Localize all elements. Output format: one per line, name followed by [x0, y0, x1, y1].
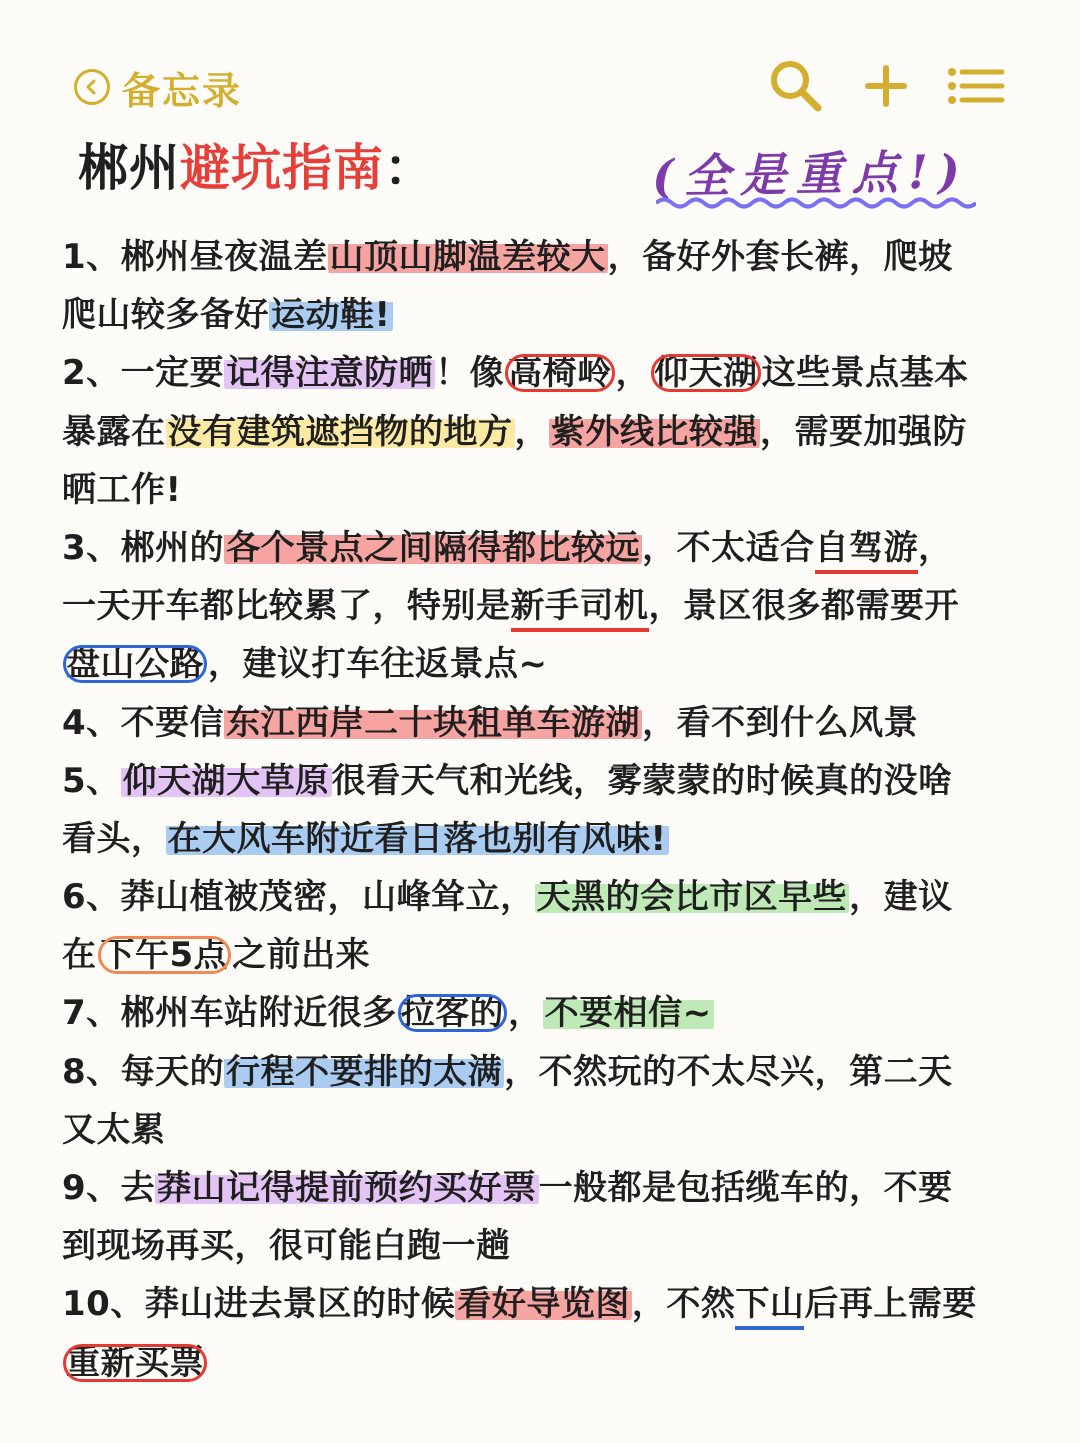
list-item-continued [62, 926, 1022, 984]
note-title [78, 128, 435, 200]
navigation-bar [0, 0, 1080, 120]
list-item [62, 984, 1022, 1042]
highlight: 紫外线比较强 [551, 411, 758, 452]
text: 后再上需要 [804, 1284, 977, 1325]
highlight: 记得注意防晒 [226, 353, 434, 394]
list-item [62, 519, 1022, 577]
text: 一天开车都比较累了，特别是 [62, 586, 511, 627]
text: 一般都是包括缆车的，不要 [538, 1168, 953, 1208]
wavy-underline [656, 196, 976, 210]
highlight: 东江西岸二十块租单车游湖 [226, 702, 641, 743]
list-item [62, 228, 1022, 286]
text: 暴露在 [62, 411, 166, 452]
list-item-continued [62, 810, 1022, 868]
highlight: 看好导览图 [457, 1284, 630, 1325]
circled-text: 下午5点 [97, 935, 233, 975]
highlight: 在大风车附近看日落也别有风味! [167, 818, 667, 859]
title-prefix: 郴州 [78, 139, 180, 197]
text: ，不太适合 [642, 527, 815, 568]
text: 8、每天的 [62, 1051, 225, 1092]
list-item [62, 868, 1022, 926]
text: 在 [62, 935, 97, 976]
text: ！像 [435, 353, 505, 394]
title-suffix: ： [384, 139, 435, 197]
back-button[interactable] [74, 62, 242, 112]
highlight: 不要相信~ [544, 993, 712, 1034]
circled-text: 盘山公路 [62, 644, 208, 684]
text: ，建议 [849, 877, 953, 918]
text: ，建议打车往返景点~ [208, 644, 548, 685]
list-item-continued [62, 577, 1022, 635]
text: ，不然 [631, 1284, 736, 1325]
text: ，看不到什么风景 [642, 702, 919, 743]
text: 很看天气和光线，雾蒙蒙的时候真的没啥 [331, 760, 953, 801]
circled-text: 重新买票 [62, 1343, 208, 1383]
circled-text: 仰天湖 [650, 353, 762, 393]
text: 6、莽山植被茂密，山峰耸立， [62, 877, 535, 918]
list-item [62, 752, 1022, 810]
list-item-continued [62, 1334, 1022, 1392]
list-item [62, 344, 1022, 402]
back-label: 备忘录 [122, 68, 243, 113]
chevron-left-icon [74, 69, 110, 105]
highlight: 行程不要排的太满 [226, 1051, 503, 1092]
list-item [62, 694, 1022, 752]
plus-icon[interactable] [862, 58, 910, 118]
text: 9、去 [62, 1168, 156, 1208]
list-icon[interactable] [946, 58, 1006, 118]
circled-text: 高椅岭 [504, 353, 616, 393]
text: 这些景点基本 [761, 353, 969, 394]
list-item-continued [62, 1217, 1022, 1275]
list-item-continued [62, 286, 1022, 344]
list-item-continued [62, 403, 1022, 461]
highlight: 天黑的会比市区早些 [536, 877, 848, 918]
text: 10、莽山进去景区的时候 [62, 1284, 456, 1325]
list-item [62, 1159, 1022, 1217]
highlight: 山顶山脚温差较大 [329, 237, 606, 277]
highlight: 仰天湖大草原 [122, 760, 330, 801]
text: 2、一定要 [62, 353, 225, 394]
list-item [62, 1275, 1022, 1333]
text: ， [508, 993, 543, 1034]
text: 4、不要信 [62, 702, 225, 743]
underlined-text: 新手司机 [511, 586, 649, 632]
circled-text: 拉客的 [397, 993, 509, 1033]
text: 1、郴州昼夜温差 [62, 237, 328, 277]
highlight: 运动鞋! [271, 295, 391, 336]
title-highlight: 避坑指南 [180, 139, 384, 197]
text: 5、 [62, 760, 121, 801]
list-item-continued [62, 1101, 1022, 1159]
underlined-text: 自驾游 [815, 528, 919, 574]
text: 又太累 [62, 1109, 166, 1150]
text: ， [514, 411, 549, 452]
text: ，景区很多都需要开 [648, 586, 959, 627]
list-item-continued [62, 635, 1022, 693]
list-item-continued [62, 461, 1022, 519]
text: 爬山较多备好 [62, 295, 269, 336]
search-icon[interactable] [768, 58, 824, 118]
text: 晒工作! [62, 469, 182, 510]
text: 7、郴州车站附近很多 [62, 993, 397, 1034]
text: 看头， [62, 818, 166, 859]
highlight: 莽山记得提前预约买好票 [157, 1168, 537, 1208]
text: ， [615, 353, 651, 394]
text: ，不然玩的不太尽兴，第二天 [504, 1051, 953, 1092]
highlight: 没有建筑遮挡物的地方 [167, 411, 513, 452]
note-body [62, 228, 1022, 1392]
highlight: 各个景点之间隔得都比较远 [226, 527, 641, 568]
underlined-text: 下山 [735, 1284, 804, 1330]
text: 3、郴州的 [62, 527, 225, 568]
text: 之前出来 [232, 935, 371, 976]
important-stamp: (全是重点!) [651, 144, 971, 204]
text: ， [918, 527, 953, 568]
text: 到现场再买，很可能白跑一趟 [62, 1226, 511, 1267]
text: ，备好外套长裤，爬坡 [607, 237, 953, 277]
text: ，需要加强防 [760, 411, 967, 452]
list-item [62, 1043, 1022, 1101]
